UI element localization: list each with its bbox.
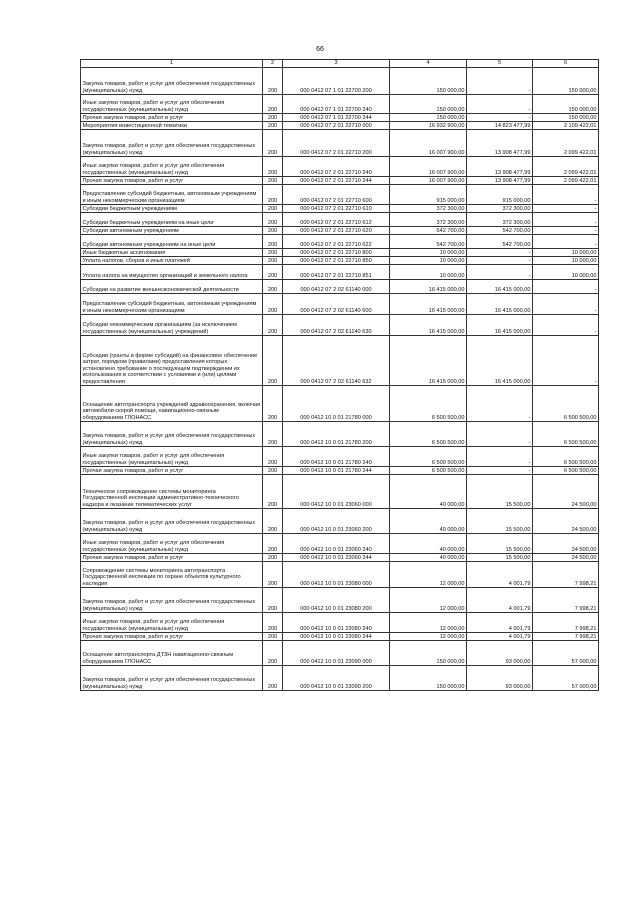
table-row xyxy=(81,534,599,554)
cell-grbs: 200 xyxy=(263,235,283,249)
cell-executed: 542 700,00 xyxy=(467,235,533,249)
column-header: 6 xyxy=(533,60,599,68)
cell-grbs: 200 xyxy=(263,114,283,122)
cell-remaining: - xyxy=(533,213,599,227)
cell-grbs: 200 xyxy=(263,666,283,691)
cell-executed: 15 500,00 xyxy=(467,475,533,509)
cell-plan: 10 000,00 xyxy=(390,249,467,257)
cell-plan: 16 007 900,00 xyxy=(390,157,467,177)
cell-remaining: 10 000,00 xyxy=(533,257,599,265)
table-row xyxy=(81,294,599,315)
cell-executed: 14 823 477,99 xyxy=(467,122,533,130)
cell-plan: 40 000,00 xyxy=(390,509,467,534)
table-row xyxy=(81,249,599,257)
cell-plan: 915 000,00 xyxy=(390,185,467,205)
cell-plan: 10 000,00 xyxy=(390,257,467,265)
cell-grbs: 200 xyxy=(263,249,283,257)
cell-code: 000 0412 10 0 01 23080 000 xyxy=(283,562,390,588)
cell-grbs: 200 xyxy=(263,315,283,336)
table-row xyxy=(81,114,599,122)
table-row xyxy=(81,467,599,475)
cell-name: Закупка товаров, работ и услуг для обеспечения государственных (муниципальных) нужд xyxy=(81,509,263,534)
cell-remaining: 7 998,21 xyxy=(533,588,599,613)
table-row xyxy=(81,213,599,227)
cell-name: Субсидии автономным учреждениям на иные цели xyxy=(81,235,263,249)
cell-executed: 13 908 477,99 xyxy=(467,130,533,157)
cell-remaining: - xyxy=(533,205,599,213)
cell-name: Закупка товаров, работ и услуг для обеспечения государственных (муниципальных) нужд xyxy=(81,422,263,447)
cell-plan: 40 000,00 xyxy=(390,534,467,554)
cell-plan: 150 000,00 xyxy=(390,114,467,122)
cell-executed: 15 500,00 xyxy=(467,554,533,562)
cell-remaining: 24 500,00 xyxy=(533,475,599,509)
table-row xyxy=(81,185,599,205)
cell-code: 000 0412 07 1 01 22700 244 xyxy=(283,114,390,122)
cell-grbs: 200 xyxy=(263,641,283,666)
cell-plan: 6 500 500,00 xyxy=(390,422,467,447)
cell-executed: 16 415 000,00 xyxy=(467,294,533,315)
table-row xyxy=(81,588,599,613)
cell-plan: 16 007 900,00 xyxy=(390,130,467,157)
cell-remaining: 24 500,00 xyxy=(533,554,599,562)
cell-remaining: 57 000,00 xyxy=(533,641,599,666)
cell-grbs: 200 xyxy=(263,257,283,265)
cell-code: 000 0412 10 0 01 23060 240 xyxy=(283,534,390,554)
table-row xyxy=(81,257,599,265)
table-row xyxy=(81,336,599,386)
cell-executed: - xyxy=(467,114,533,122)
column-header: 2 xyxy=(263,60,283,68)
cell-plan: 372 300,00 xyxy=(390,213,467,227)
cell-code: 000 0412 07 1 01 22700 200 xyxy=(283,68,390,95)
cell-remaining: 7 998,21 xyxy=(533,633,599,641)
budget-table xyxy=(80,59,599,691)
cell-plan: 542 700,00 xyxy=(390,227,467,235)
cell-remaining: 7 998,21 xyxy=(533,613,599,633)
cell-plan: 16 415 000,00 xyxy=(390,315,467,336)
cell-executed: - xyxy=(467,265,533,280)
table-row xyxy=(81,641,599,666)
cell-grbs: 200 xyxy=(263,185,283,205)
cell-code: 000 0412 07 2 01 22710 244 xyxy=(283,177,390,185)
cell-plan: 40 000,00 xyxy=(390,475,467,509)
cell-executed: 915 000,00 xyxy=(467,185,533,205)
cell-remaining: 2 099 422,01 xyxy=(533,177,599,185)
cell-code: 000 0412 10 0 01 23080 200 xyxy=(283,588,390,613)
cell-code: 000 0412 10 0 01 21780 200 xyxy=(283,422,390,447)
cell-remaining: 2 099 422,01 xyxy=(533,157,599,177)
table-row xyxy=(81,562,599,588)
cell-grbs: 200 xyxy=(263,227,283,235)
cell-name: Предоставление субсидий бюджетным, автономным учреждениям и иным некоммерческим организациям xyxy=(81,294,263,315)
cell-grbs: 200 xyxy=(263,475,283,509)
cell-code: 000 0412 07 2 01 22710 600 xyxy=(283,185,390,205)
table-row xyxy=(81,509,599,534)
cell-code: 000 0412 10 0 01 23060 244 xyxy=(283,554,390,562)
cell-grbs: 200 xyxy=(263,157,283,177)
cell-plan: 372 300,00 xyxy=(390,205,467,213)
cell-plan: 6 500 500,00 xyxy=(390,447,467,467)
cell-grbs: 200 xyxy=(263,213,283,227)
cell-remaining: 150 000,00 xyxy=(533,68,599,95)
cell-code: 000 0412 10 0 01 23060 200 xyxy=(283,509,390,534)
table-row xyxy=(81,130,599,157)
cell-executed: 372 300,00 xyxy=(467,205,533,213)
cell-plan: 150 000,00 xyxy=(390,666,467,691)
cell-name: Субсидии на развитие внешнеэкономической деятельности xyxy=(81,280,263,294)
cell-name: Оснащение автотранспорта учреждений здравоохранения, включая автомобили скорой помощи, навигационно-связным оборудованием ГЛОНАСС xyxy=(81,386,263,422)
table-row xyxy=(81,68,599,95)
cell-name: Уплата налога на имущество организаций и земельного налога xyxy=(81,265,263,280)
cell-executed: - xyxy=(467,386,533,422)
cell-name: Субсидии автономным учреждениям xyxy=(81,227,263,235)
cell-remaining: - xyxy=(533,280,599,294)
cell-plan: 12 000,00 xyxy=(390,562,467,588)
cell-name: Субсидии (гранты в форме субсидий) на финансовое обеспечение затрат, порядком (правилами) предоставления которых установлено требование о последующем подтверждении их использования в соответствии с условиями и (или) целями предоставления xyxy=(81,336,263,386)
cell-code: 000 0412 07 2 02 61140 600 xyxy=(283,294,390,315)
cell-code: 000 0412 10 0 01 21780 244 xyxy=(283,467,390,475)
cell-remaining: - xyxy=(533,294,599,315)
cell-name: Иные закупки товаров, работ и услуг для обеспечения государственных (муниципальных) нужд xyxy=(81,613,263,633)
cell-code: 000 0412 07 2 02 61140 632 xyxy=(283,336,390,386)
cell-remaining: 10 000,00 xyxy=(533,265,599,280)
table-row xyxy=(81,422,599,447)
cell-grbs: 200 xyxy=(263,588,283,613)
cell-name: Прочая закупка товаров, работ и услуг xyxy=(81,467,263,475)
cell-executed: - xyxy=(467,422,533,447)
cell-executed: 13 908 477,99 xyxy=(467,177,533,185)
cell-name: Закупка товаров, работ и услуг для обеспечения государственных (муниципальных) нужд xyxy=(81,68,263,95)
table-row xyxy=(81,447,599,467)
cell-executed: 4 001,79 xyxy=(467,633,533,641)
cell-remaining: 6 500 500,00 xyxy=(533,467,599,475)
cell-grbs: 200 xyxy=(263,386,283,422)
page-number: 66 xyxy=(316,46,324,53)
cell-name: Прочая закупка товаров, работ и услуг xyxy=(81,554,263,562)
table-row xyxy=(81,157,599,177)
cell-remaining: - xyxy=(533,227,599,235)
cell-plan: 16 932 900,00 xyxy=(390,122,467,130)
table-row xyxy=(81,666,599,691)
cell-plan: 10 000,00 xyxy=(390,265,467,280)
cell-name: Субсидии бюджетным учреждениям xyxy=(81,205,263,213)
cell-name: Прочая закупка товаров, работ и услуг xyxy=(81,114,263,122)
cell-plan: 150 000,00 xyxy=(390,641,467,666)
cell-grbs: 200 xyxy=(263,447,283,467)
cell-remaining: 24 500,00 xyxy=(533,509,599,534)
cell-executed: 16 415 000,00 xyxy=(467,315,533,336)
cell-name: Техническое сопровождение системы мониторинга Государственной инспекции административно-технического надзора и оказание телематических услуг xyxy=(81,475,263,509)
cell-remaining: 6 500 500,00 xyxy=(533,422,599,447)
cell-executed: - xyxy=(467,467,533,475)
cell-name: Субсидии некоммерческим организациям (за исключением государственных (муниципальных) учреждений) xyxy=(81,315,263,336)
cell-code: 000 0412 07 1 01 22700 240 xyxy=(283,95,390,114)
table-row xyxy=(81,122,599,130)
cell-grbs: 200 xyxy=(263,633,283,641)
cell-grbs: 200 xyxy=(263,562,283,588)
table-row xyxy=(81,265,599,280)
cell-remaining: 2 099 422,01 xyxy=(533,130,599,157)
cell-plan: 542 700,00 xyxy=(390,235,467,249)
cell-name: Уплата налогов, сборов и иных платежей xyxy=(81,257,263,265)
cell-name: Сопровождение системы мониторинга автотранспорта Государственной инспекции по охране объектов культурного наследия xyxy=(81,562,263,588)
cell-code: 000 0412 07 2 02 61140 000 xyxy=(283,280,390,294)
cell-executed: 542 700,00 xyxy=(467,227,533,235)
cell-code: 000 0412 07 2 01 22710 850 xyxy=(283,257,390,265)
cell-code: 000 0412 07 2 02 61140 630 xyxy=(283,315,390,336)
cell-name: Субсидии бюджетным учреждениям на иные цели xyxy=(81,213,263,227)
cell-plan: 6 500 500,00 xyxy=(390,467,467,475)
cell-grbs: 200 xyxy=(263,336,283,386)
cell-remaining: 150 000,00 xyxy=(533,114,599,122)
cell-grbs: 200 xyxy=(263,534,283,554)
cell-executed: 93 000,00 xyxy=(467,666,533,691)
cell-remaining: 6 500 500,00 xyxy=(533,386,599,422)
cell-grbs: 200 xyxy=(263,422,283,447)
cell-plan: 12 000,00 xyxy=(390,633,467,641)
table-header-row xyxy=(81,60,599,68)
table-row xyxy=(81,386,599,422)
column-header: 5 xyxy=(467,60,533,68)
cell-executed: 4 001,79 xyxy=(467,588,533,613)
cell-name: Закупка товаров, работ и услуг для обеспечения государственных (муниципальных) нужд xyxy=(81,588,263,613)
cell-executed: 372 300,00 xyxy=(467,213,533,227)
cell-executed: 15 500,00 xyxy=(467,534,533,554)
cell-code: 000 0412 10 0 01 23090 200 xyxy=(283,666,390,691)
cell-executed: 4 001,79 xyxy=(467,613,533,633)
cell-code: 000 0412 10 0 01 21780 000 xyxy=(283,386,390,422)
cell-plan: 150 000,00 xyxy=(390,68,467,95)
cell-code: 000 0412 07 2 01 22710 622 xyxy=(283,235,390,249)
cell-remaining: 2 109 422,01 xyxy=(533,122,599,130)
cell-plan: 12 000,00 xyxy=(390,588,467,613)
cell-grbs: 200 xyxy=(263,613,283,633)
cell-grbs: 200 xyxy=(263,68,283,95)
cell-name: Иные закупки товаров, работ и услуг для обеспечения государственных (муниципальных) нужд xyxy=(81,534,263,554)
cell-remaining: 24 500,00 xyxy=(533,534,599,554)
cell-grbs: 200 xyxy=(263,122,283,130)
cell-remaining: 57 000,00 xyxy=(533,666,599,691)
cell-grbs: 200 xyxy=(263,177,283,185)
cell-code: 000 0412 07 2 01 22710 200 xyxy=(283,130,390,157)
table-row xyxy=(81,95,599,114)
cell-name: Мероприятия инвестиционной тематики xyxy=(81,122,263,130)
cell-name: Иные бюджетные ассигнования xyxy=(81,249,263,257)
cell-plan: 6 500 500,00 xyxy=(390,386,467,422)
cell-grbs: 200 xyxy=(263,130,283,157)
cell-plan: 12 000,00 xyxy=(390,613,467,633)
cell-code: 000 0412 10 0 01 23080 244 xyxy=(283,633,390,641)
cell-remaining: - xyxy=(533,185,599,205)
cell-code: 000 0412 07 2 01 22710 851 xyxy=(283,265,390,280)
cell-plan: 16 415 000,00 xyxy=(390,294,467,315)
cell-name: Иные закупки товаров, работ и услуг для обеспечения государственных (муниципальных) нужд xyxy=(81,157,263,177)
cell-remaining: - xyxy=(533,315,599,336)
cell-code: 000 0412 10 0 01 23060 000 xyxy=(283,475,390,509)
cell-code: 000 0412 07 2 01 22710 620 xyxy=(283,227,390,235)
cell-executed: - xyxy=(467,447,533,467)
table-row xyxy=(81,475,599,509)
table-row xyxy=(81,315,599,336)
cell-code: 000 0412 07 2 01 22710 610 xyxy=(283,205,390,213)
table-row xyxy=(81,613,599,633)
cell-executed: 15 500,00 xyxy=(467,509,533,534)
cell-name: Прочая закупка товаров, работ и услуг xyxy=(81,633,263,641)
cell-executed: 16 415 000,00 xyxy=(467,280,533,294)
cell-code: 000 0412 10 0 01 23080 240 xyxy=(283,613,390,633)
cell-executed: 4 001,79 xyxy=(467,562,533,588)
cell-code: 000 0412 07 2 01 22710 000 xyxy=(283,122,390,130)
table-row xyxy=(81,554,599,562)
table-row xyxy=(81,227,599,235)
table-row xyxy=(81,280,599,294)
cell-grbs: 200 xyxy=(263,205,283,213)
cell-name: Закупка товаров, работ и услуг для обеспечения государственных (муниципальных) нужд xyxy=(81,130,263,157)
cell-grbs: 200 xyxy=(263,95,283,114)
cell-executed: 16 415 000,00 xyxy=(467,336,533,386)
column-header: 4 xyxy=(390,60,467,68)
cell-executed: 93 000,00 xyxy=(467,641,533,666)
cell-executed: - xyxy=(467,249,533,257)
cell-executed: - xyxy=(467,257,533,265)
table-row xyxy=(81,633,599,641)
cell-name: Иные закупки товаров, работ и услуг для обеспечения государственных (муниципальных) нужд xyxy=(81,95,263,114)
cell-code: 000 0412 10 0 01 21780 240 xyxy=(283,447,390,467)
cell-name: Закупка товаров, работ и услуг для обеспечения государственных (муниципальных) нужд xyxy=(81,666,263,691)
cell-remaining: 6 500 500,00 xyxy=(533,447,599,467)
cell-name: Иные закупки товаров, работ и услуг для обеспечения государственных (муниципальных) нужд xyxy=(81,447,263,467)
cell-executed: - xyxy=(467,95,533,114)
column-header: 3 xyxy=(283,60,390,68)
cell-executed: - xyxy=(467,68,533,95)
cell-grbs: 200 xyxy=(263,294,283,315)
cell-name: Оснащение автотранспорта ДТЗН навигационно-связным оборудованием ГЛОНАСС xyxy=(81,641,263,666)
table-row xyxy=(81,205,599,213)
column-header: 1 xyxy=(81,60,263,68)
cell-plan: 16 007 900,00 xyxy=(390,177,467,185)
table-row xyxy=(81,177,599,185)
cell-plan: 150 000,00 xyxy=(390,95,467,114)
cell-code: 000 0412 10 0 01 23090 000 xyxy=(283,641,390,666)
cell-grbs: 200 xyxy=(263,509,283,534)
cell-remaining: 10 000,00 xyxy=(533,249,599,257)
cell-grbs: 200 xyxy=(263,467,283,475)
cell-plan: 16 415 000,00 xyxy=(390,336,467,386)
cell-executed: 13 908 477,99 xyxy=(467,157,533,177)
cell-plan: 16 415 000,00 xyxy=(390,280,467,294)
cell-remaining: - xyxy=(533,235,599,249)
cell-name: Предоставление субсидий бюджетным, автономным учреждениям и иным некоммерческим организациям xyxy=(81,185,263,205)
cell-grbs: 200 xyxy=(263,265,283,280)
cell-name: Прочая закупка товаров, работ и услуг xyxy=(81,177,263,185)
cell-code: 000 0412 07 2 01 22710 240 xyxy=(283,157,390,177)
cell-grbs: 200 xyxy=(263,554,283,562)
cell-remaining: 7 998,21 xyxy=(533,562,599,588)
cell-code: 000 0412 07 2 01 22710 800 xyxy=(283,249,390,257)
table-row xyxy=(81,235,599,249)
cell-grbs: 200 xyxy=(263,280,283,294)
cell-plan: 40 000,00 xyxy=(390,554,467,562)
cell-remaining: - xyxy=(533,336,599,386)
cell-code: 000 0412 07 2 01 22710 612 xyxy=(283,213,390,227)
cell-remaining: 150 000,00 xyxy=(533,95,599,114)
